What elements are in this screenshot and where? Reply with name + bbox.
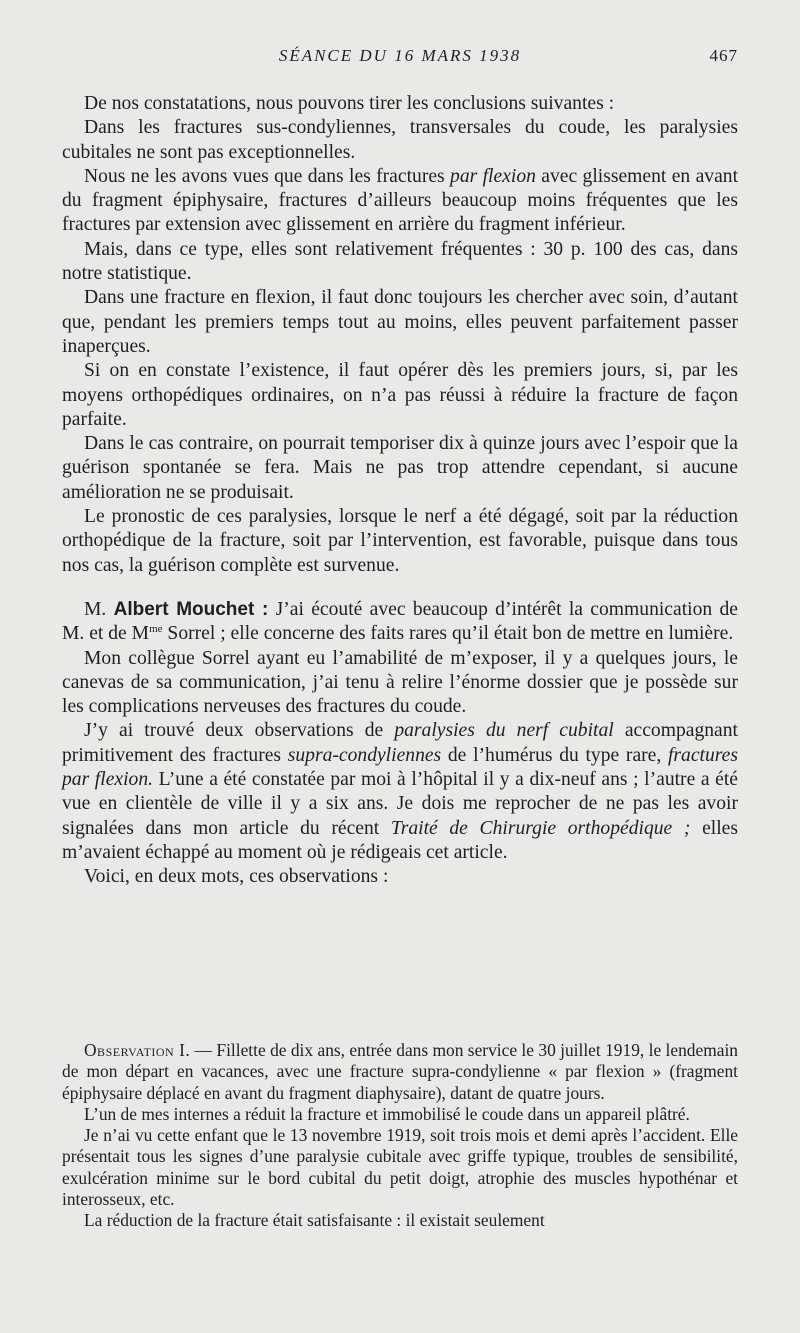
paragraph: J’y ai trouvé deux observations de paralysies du nerf cubital accompagnant primitivement des fractures supra-condyliennes de l’humérus du type rare, fractures par flexion. L’une a été constatée par moi à l’hôpital il y a dix-neuf ans ; l’autre a été vue en clientèle de ville il y a six ans. Je dois me reprocher de ne pas les avoir signalées dans mon article du récent Traité de Chirurgie orthopédique ; elles m’avaient échappé au moment où je rédigeais cet article.: [62, 720, 738, 863]
paragraph: Mon collègue Sorrel ayant eu l’amabilité de m’exposer, il y a quelques jours, le canevas de sa communication, j’ai tenu à relire l’énorme dossier que je possède sur les complications nerveuses des fractures du coude.: [62, 647, 738, 718]
paragraph: Si on en constate l’existence, il faut opérer dès les premiers jours, si, par les moyens orthopédiques ordinaires, on n’a pas réussi à réduire la fracture de façon parfaite.: [62, 360, 738, 430]
speaker-name: Albert Mouchet :: [113, 598, 269, 620]
observation-label: Observation I.: [84, 1040, 191, 1060]
emphasis: par flexion: [450, 165, 536, 187]
observation-paragraph: L’un de mes internes a réduit la fracture et immobilisé le coude dans un appareil plâtré.: [84, 1103, 690, 1124]
paragraph: Voici, en deux mots, ces observations :: [84, 866, 389, 888]
speaker-paragraph: M. Albert Mouchet : J’ai écouté avec beaucoup d’intérêt la communication de M. et de $M^{me}$ Sorrel ; elle concerne des faits rares qu’il était bon de mettre en lumière.: [62, 598, 738, 645]
observation-block: [62, 1040, 738, 1232]
observation-paragraph: Je n’ai vu cette enfant que le 13 novembre 1919, soit trois mois et demi après l’accident. Elle présentait tous les signes d’une paralysie cubitale avec griffe typique, troubles de sensibilité, exulcération minime sur le bord cubital du petit doigt, atrophie des muscles hypothénar et interosseux, etc.: [62, 1125, 738, 1210]
paragraph: Dans les fractures sus-condyliennes, transversales du coude, les paralysies cubitales ne sont pas exceptionnelles.: [62, 117, 738, 163]
paragraph: Nous ne les avons vues que dans les fractures par flexion avec glissement en avant du fragment épiphysaire, fractures d’ailleurs beaucoup moins fréquentes que les fractures par extension avec glissement en arrière du fragment inférieur.: [62, 165, 739, 236]
running-header: [62, 46, 738, 76]
observation-paragraph: La réduction de la fracture était satisfaisante : il existait seulement: [84, 1210, 545, 1231]
paragraph: Dans le cas contraire, on pourrait temporiser dix à quinze jours avec l’espoir que la guérison spontanée se fera. Mais ne pas trop attendre cependant, si aucune amélioration ne se produisait.: [62, 433, 738, 503]
page-number: 467: [709, 46, 738, 65]
paragraph: Le pronostic de ces paralysies, lorsque le nerf a été dégagé, soit par la réduction orthopédique de la fracture, soit par l’intervention, est favorable, puisque dans tous nos cas, la guérison complète est survenue.: [62, 506, 738, 576]
header-title: SÉANCE DU 16 MARS 1938: [278, 46, 522, 65]
main-text: [62, 92, 738, 890]
paragraph: De nos constatations, nous pouvons tirer les conclusions suivantes :: [84, 93, 615, 114]
paragraph: Dans une fracture en flexion, il faut donc toujours les chercher avec soin, d’autant que, pendant les premiers temps tout au moins, elles peuvent parfaitement passer inaperçues.: [62, 287, 738, 357]
observation-heading-paragraph: Observation I. — Fillette de dix ans, entrée dans mon service le 30 juillet 1919, le lendemain de mon départ en vacances, avec une fracture supra-condylienne « par flexion » (fragment épiphysaire déplacé en avant du fragment diaphysaire), datant de quatre jours.: [62, 1040, 738, 1103]
paragraph: Mais, dans ce type, elles sont relativement fréquentes : 30 p. 100 des cas, dans notre statistique.: [62, 238, 738, 285]
